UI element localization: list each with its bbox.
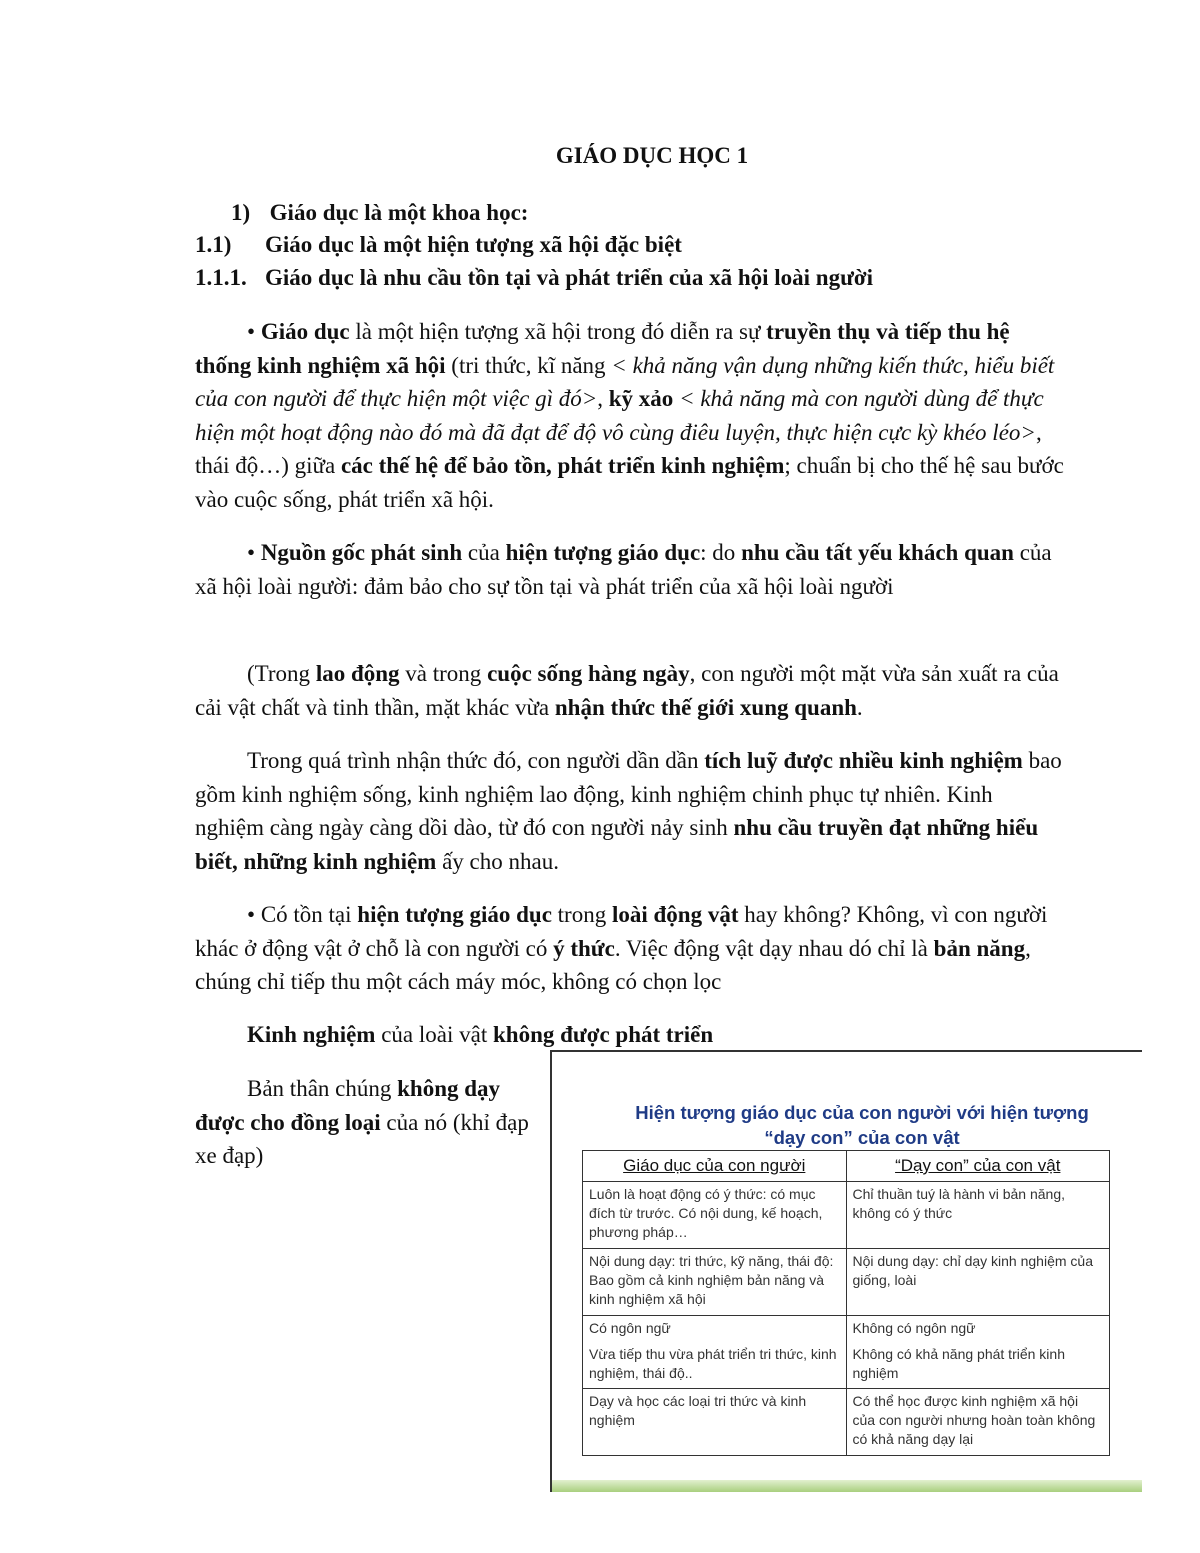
text-bold: không được phát triển (492, 1022, 714, 1047)
table-cell: Có ngôn ngữ (583, 1316, 847, 1343)
text: hay không? Không, vì con người khác ở động vật ở chỗ là con người có (195, 902, 1048, 961)
text-italic: < khả năng mà con người dùng để thực hiện một hoạt động nào đó mà đã đạt để độ vô cùng điêu luyện, thực hiện cực kỳ khéo léo> (195, 386, 1044, 445)
text-bold: hiện tượng giáo dục (505, 540, 701, 565)
column-header: Giáo dục của con người (583, 1151, 847, 1182)
text: của nó (khỉ đạp xe đạp) (195, 1109, 529, 1168)
text: bao gồm kinh nghiệm sống, kinh nghiệm lao động, kinh nghiệm chinh phục tự nhiên. Kinh nghiệm càng ngày càng dồi dào, từ đó con người nảy sinh (195, 748, 1062, 840)
table-cell: Vừa tiếp thu vừa phát triển tri thức, kinh nghiệm, thái độ.. (583, 1342, 847, 1389)
paragraph-origin (195, 536, 1065, 603)
comparison-figure (550, 1050, 1142, 1492)
heading-2-text: Giáo dục là một hiện tượng xã hội đặc biệt (265, 232, 682, 257)
paragraph-experience (195, 744, 1065, 878)
text-bold: các thế hệ để bảo tồn, phát triển kinh nghiệm (340, 453, 785, 478)
table-row (583, 1389, 1110, 1456)
heading-3 (195, 265, 873, 291)
text: : do (700, 540, 742, 565)
text: là một hiện tượng xã hội trong đó diễn ra sự (349, 319, 767, 344)
text-italic: < khả năng vận dụng những kiến thức, hiểu biết của con người để thực hiện một việc gì đó> (195, 352, 1055, 411)
table-cell: Chỉ thuần tuý là hành vi bản năng, không có ý thức (846, 1182, 1110, 1249)
heading-2-number: 1.1) (195, 232, 232, 257)
text: . Việc động vật dạy nhau dó chỉ là (614, 935, 934, 961)
table-cell: Nội dung dạy: chỉ dạy kinh nghiệm của giống, loài (846, 1249, 1110, 1316)
text-bold: tích luỹ được nhiều kinh nghiệm (704, 748, 1023, 773)
text: (tri thức, kĩ năng (445, 352, 612, 378)
table-cell: Nội dung dạy: tri thức, kỹ năng, thái độ: Bao gồm cả kinh nghiệm bản năng và kinh nghiệm xã hội (583, 1249, 847, 1316)
text: , con người một mặt vừa sản xuất ra của cải vật chất và tinh thần, mặt khác vừa (195, 661, 1059, 720)
comparison-table (582, 1150, 1110, 1456)
figure-footer-bar (552, 1480, 1142, 1492)
paragraph-animal-experience (195, 1018, 1065, 1052)
text: Trong quá trình nhận thức đó, con người dần dần (247, 748, 705, 773)
heading-3-text: Giáo dục là nhu cầu tồn tại và phát triển của xã hội loài người (265, 265, 874, 290)
text-bold: lao động (315, 661, 400, 686)
table-cell: Có thể học được kinh nghiệm xã hội của con người nhưng hoàn toàn không có khả năng dạy lại (846, 1389, 1110, 1456)
text: trong (551, 902, 612, 927)
table-cell: Không có ngôn ngữ (846, 1316, 1110, 1343)
bullet: • (247, 540, 256, 565)
table-cell: Không có khả năng phát triển kinh nghiệm (846, 1342, 1110, 1389)
text: và trong (399, 661, 488, 686)
text-bold: bản năng (933, 935, 1026, 961)
table-row (583, 1249, 1110, 1316)
heading-1 (231, 200, 528, 226)
text-bold: Nguồn gốc phát sinh (260, 540, 463, 565)
text-bold: truyền thụ và tiếp thu hệ thống kinh nghiệm xã hội (195, 319, 1010, 378)
text-bold: ý thức (553, 935, 615, 961)
figure-title-line-2: “dạy con” của con vật (764, 1127, 960, 1148)
table-header-row (583, 1151, 1110, 1182)
text-bold: nhận thức thế giới xung quanh (554, 694, 857, 720)
text: Bản thân chúng (247, 1076, 398, 1101)
text-bold: hiện tượng giáo dục (357, 902, 552, 927)
table-cell: Dạy và học các loại tri thức và kinh nghiệm (583, 1389, 847, 1456)
text-bold: Giáo dục (260, 319, 350, 344)
text: ; chuẩn bị cho thế hệ sau bước vào cuộc sống, phát triển xã hội. (195, 453, 1064, 512)
text: , thái độ…) giữa (195, 419, 1042, 478)
text-bold: nhu cầu tất yếu khách quan (741, 540, 1014, 565)
figure-title-line-1: Hiện tượng giáo dục của con người với hiện tượng (635, 1102, 1089, 1123)
document-title: GIÁO DỤC HỌC 1 (555, 143, 749, 168)
text-bold: cuộc sống hàng ngày (487, 661, 690, 686)
table-cell: Luôn là hoạt động có ý thức: có mục đích từ trước. Có nội dung, kế hoạch, phương pháp… (583, 1182, 847, 1249)
paragraph-animals (195, 898, 1065, 999)
bullet: • (247, 319, 256, 344)
column-header: “Dạy con” của con vật (846, 1151, 1110, 1182)
paragraph-labor (195, 657, 1065, 724)
text: , (597, 386, 609, 411)
text: (Trong (247, 661, 316, 686)
heading-3-number: 1.1.1. (195, 265, 247, 290)
paragraph-education-definition (195, 315, 1065, 516)
text: , chúng chỉ tiếp thu một cách máy móc, không có chọn lọc (195, 935, 1031, 994)
heading-2 (195, 232, 682, 258)
paragraph-cannot-teach (195, 1072, 540, 1173)
text: ấy cho nhau. (436, 848, 559, 874)
text-bold: nhu cầu truyền đạt những hiểu biết, những kinh nghiệm (195, 815, 1039, 874)
text-bold: Kinh nghiệm (247, 1022, 376, 1047)
text: . (856, 694, 863, 720)
bullet: • (247, 902, 256, 927)
figure-title (582, 1100, 1142, 1150)
text-bold: không dạy được cho đồng loại (195, 1076, 501, 1135)
table-row (583, 1316, 1110, 1343)
text-bold: loài động vật (611, 902, 739, 927)
text-bold: kỹ xảo (608, 386, 674, 411)
text: của (462, 540, 506, 565)
heading-1-number: 1) (231, 200, 251, 225)
heading-1-text: Giáo dục là một khoa học: (269, 200, 529, 225)
text: của xã hội loài người: đảm bảo cho sự tồn tại và phát triển của xã hội loài người (195, 540, 1052, 599)
table-row (583, 1182, 1110, 1249)
table-row (583, 1342, 1110, 1389)
text: Có tồn tại (255, 902, 358, 927)
text: của loài vật (375, 1022, 493, 1047)
